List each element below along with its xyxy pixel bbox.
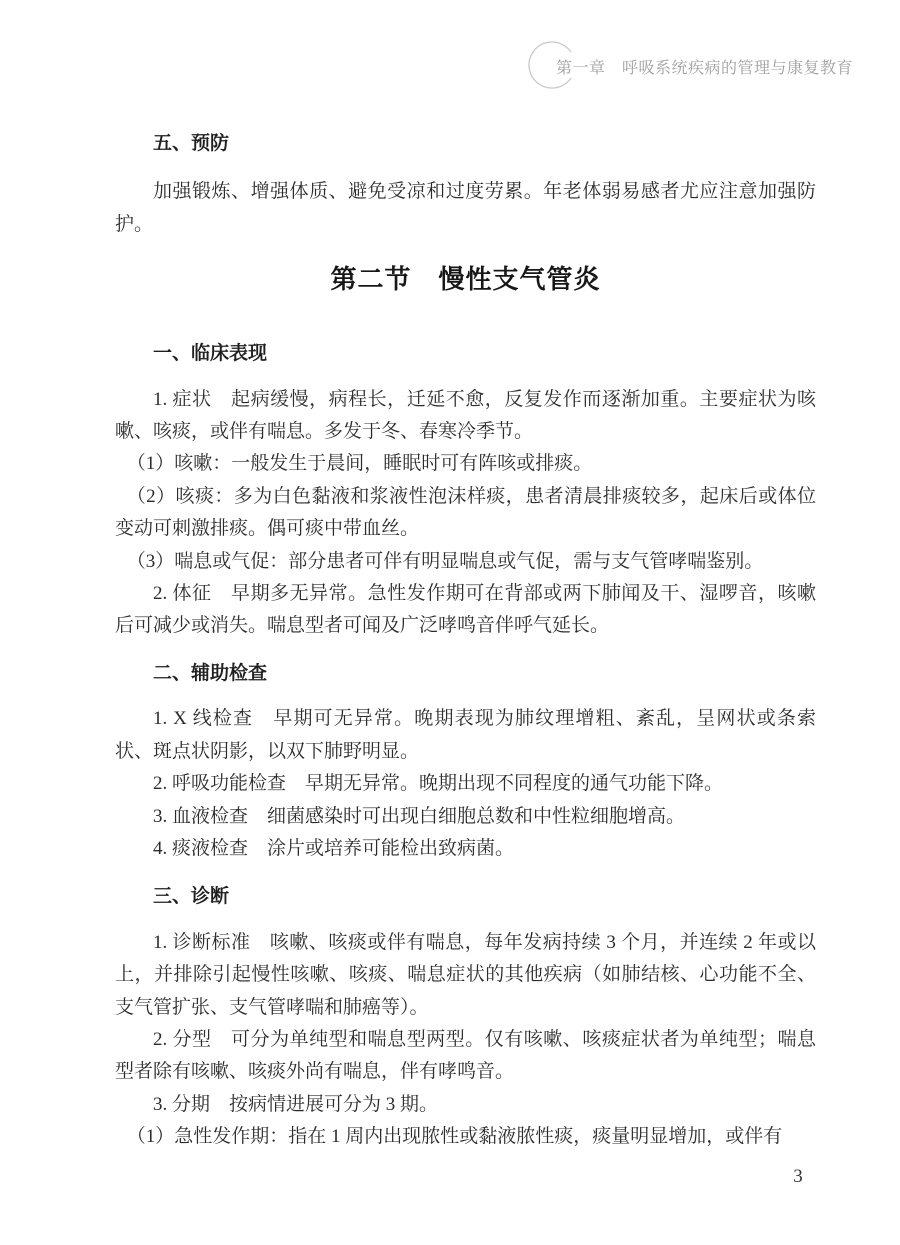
- section-title: 第二节 慢性支气管炎: [330, 265, 601, 295]
- paragraph-classification: 2. 分型 可分为单纯型和喘息型两型。仅有咳嗽、咳痰症状者为单纯型；喘息型者除有咳嗽、咳痰外尚有喘息，伴有哮鸣音。: [115, 1028, 816, 1083]
- page-number: 3: [793, 1166, 803, 1187]
- paragraph-blood-exam: 3. 血液检查 细菌感染时可出现白细胞总数和中性粒细胞增高。: [153, 805, 686, 827]
- heading-auxiliary-exams: 二、辅助检查: [153, 662, 268, 684]
- paragraph-staging: 3. 分期 按病情进展可分为 3 期。: [153, 1093, 439, 1115]
- paragraph-prevention: 加强锻炼、增强体质、避免受凉和过度劳累。年老体弱易感者尤应注意加强防护。: [115, 181, 816, 235]
- paragraph-diagnosis-criteria: 1. 诊断标准 咳嗽、咳痰或伴有喘息，每年发病持续 3 个月，并连续 2 年或以上，并排除引起慢性咳嗽、咳痰、喘息症状的其他疾病（如肺结核、心功能不全、支气管扩张、支气管哮喘和肺癌等）。: [115, 931, 816, 1018]
- page-content: [115, 0, 816, 1154]
- paragraph-sputum-exam: 4. 痰液检查 涂片或培养可能检出致病菌。: [153, 837, 515, 859]
- heading-clinical-manifestation: 一、临床表现: [153, 343, 268, 365]
- paragraph-symptoms: 1. 症状 起病缓慢，病程长，迁延不愈，反复发作而逐渐加重。主要症状为咳嗽、咳痰，或伴有喘息。多发于冬、春寒冷季节。: [115, 388, 816, 443]
- paragraph-wheezing: （3）喘息或气促：部分患者可伴有明显喘息或气促，需与支气管哮喘鉴别。: [126, 550, 764, 572]
- paragraph-signs: 2. 体征 早期多无异常。急性发作期可在背部或两下肺闻及干、湿啰音，咳嗽后可减少或消失。喘息型者可闻及广泛哮鸣音伴呼气延长。: [115, 583, 816, 637]
- heading-diagnosis: 三、诊断: [153, 886, 230, 908]
- paragraph-cough: （1）咳嗽：一般发生于晨间，睡眠时可有阵咳或排痰。: [126, 453, 593, 475]
- paragraph-xray-exam: 1. X 线检查 早期可无异常。晚期表现为肺纹理增粗、紊乱，呈网状或条索状、斑点状阴影，以双下肺野明显。: [115, 708, 816, 762]
- heading-prevention: 五、预防: [153, 133, 230, 154]
- running-header: [556, 57, 853, 81]
- running-header-title: 第一章 呼吸系统疾病的管理与康复教育: [555, 60, 853, 77]
- paragraph-respiratory-exam: 2. 呼吸功能检查 早期无异常。晚期出现不同程度的通气功能下降。: [153, 773, 724, 795]
- paragraph-acute-stage: （1）急性发作期：指在 1 周内出现脓性或黏液脓性痰，痰量明显增加，或伴有: [126, 1126, 783, 1148]
- paragraph-sputum: （2）咳痰：多为白色黏液和浆液性泡沫样痰，患者清晨排痰较多，起床后或体位变动可刺激排痰。偶可痰中带血丝。: [115, 485, 816, 540]
